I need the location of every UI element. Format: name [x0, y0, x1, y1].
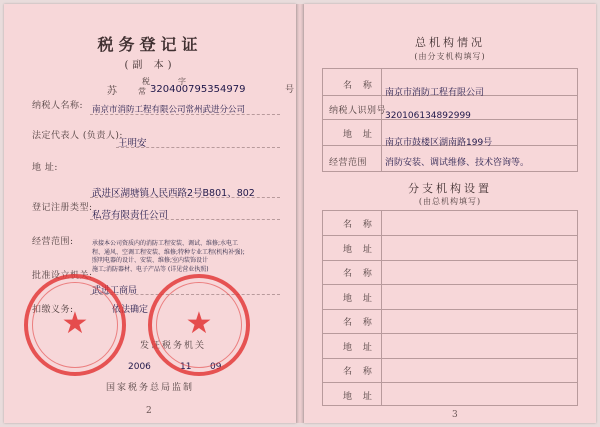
branch-section-title: 分支机构设置 [408, 182, 492, 195]
hq-section-subtitle: (由分支机构填写) [414, 52, 486, 61]
approval-label: 批准设立机关: [32, 271, 93, 281]
hq-section-title: 总机构情况 [415, 36, 485, 49]
hq-scope-value: 消防安装、调试维修、技术咨询等。 [385, 158, 530, 168]
issuer-label: 发证税务机关 [140, 341, 207, 351]
hq-name-label: 名 称 [343, 81, 376, 91]
branch-addr-label: 地 址 [343, 392, 376, 402]
hq-scope-label: 经营范围 [329, 158, 368, 168]
legal-rep-line [116, 147, 280, 148]
issue-day: 09 [210, 362, 222, 372]
address-label: 地 址: [32, 163, 58, 173]
legal-rep-value: 王明安 [118, 138, 147, 149]
branch-addr-label: 地 址 [343, 294, 376, 304]
hq-taxid-value: 320106134892999 [385, 111, 471, 121]
certificate-subtitle: (副 本) [124, 60, 176, 71]
hq-address-label: 地 址 [343, 130, 376, 140]
branch-name-label: 名 称 [343, 269, 376, 279]
address-value: 武进区湖塘镇人民西路2号B801、802 [92, 188, 255, 199]
branch-addr-label: 地 址 [343, 343, 376, 353]
certificate-left-page [4, 4, 296, 423]
address-line [90, 197, 280, 198]
taxpayer-name-label: 纳税人名称: [32, 101, 84, 111]
branch-name-label: 名 称 [343, 367, 376, 377]
certificate-right-page [304, 4, 596, 423]
tax-id-suffix: 号 [285, 85, 295, 95]
tax-id-char-3: 常 [138, 87, 147, 96]
taxpayer-name-line [90, 114, 280, 115]
scope-line: 照明电器的设计、安装、维修;室内装饰设计 [92, 257, 209, 264]
page-number-right: 3 [452, 410, 458, 420]
certificate-title: 税务登记证 [97, 35, 203, 54]
hq-taxid-label: 纳税人识别号 [329, 106, 387, 116]
tax-id-prefix: 苏 [107, 86, 118, 97]
hq-name-value: 南京市消防工程有限公司 [385, 88, 485, 98]
reg-type-line [90, 219, 280, 220]
page-number-left: 2 [146, 406, 152, 416]
scope-line: 承接本公司资质内的消防工程安装、调试、维修;水电工 [92, 240, 239, 247]
scope-line: 施工;消防器材、电子产品等 (详见营业执照) [92, 265, 209, 273]
stamp-star-icon: ★ [185, 306, 213, 341]
withholding-value: 依法确定 [112, 305, 149, 315]
stamp-star-icon: ★ [61, 306, 89, 341]
reg-type-value: 私营有限责任公司 [92, 210, 169, 221]
issue-month: 11 [180, 362, 192, 372]
issue-year: 2006 [128, 362, 151, 372]
tax-id-number: 320400795354979 [150, 84, 246, 95]
hq-address-value: 南京市鼓楼区湖南路199号 [385, 138, 493, 148]
branch-name-label: 名 称 [343, 220, 376, 230]
branch-name-label: 名 称 [343, 318, 376, 328]
taxpayer-name-value: 南京市消防工程有限公司常州武进分公司 [92, 105, 246, 115]
branch-table [322, 210, 578, 406]
reg-type-label: 登记注册类型: [32, 203, 93, 213]
tax-id-char-1: 税 [142, 77, 151, 86]
scope-line: 程、通风、空调工程安装、维修;特种专业工程(机构补强); [92, 248, 245, 256]
scope-label: 经营范围: [32, 237, 74, 247]
withholding-label: 扣缴义务: [32, 305, 74, 315]
tax-id-char-2: 字 [178, 77, 187, 86]
local-tax-bureau-stamp [148, 274, 250, 376]
certificate-footer: 国家税务总局监制 [105, 383, 194, 393]
branch-addr-label: 地 址 [343, 245, 376, 255]
national-tax-bureau-stamp [24, 274, 126, 376]
branch-section-subtitle: (由总机构填写) [418, 197, 482, 206]
approval-value: 武进工商局 [92, 286, 138, 296]
legal-rep-label: 法定代表人 (负责人): [32, 131, 123, 141]
book-spine [296, 4, 304, 423]
hq-info-table [322, 68, 578, 172]
business-scope-text [92, 240, 282, 274]
